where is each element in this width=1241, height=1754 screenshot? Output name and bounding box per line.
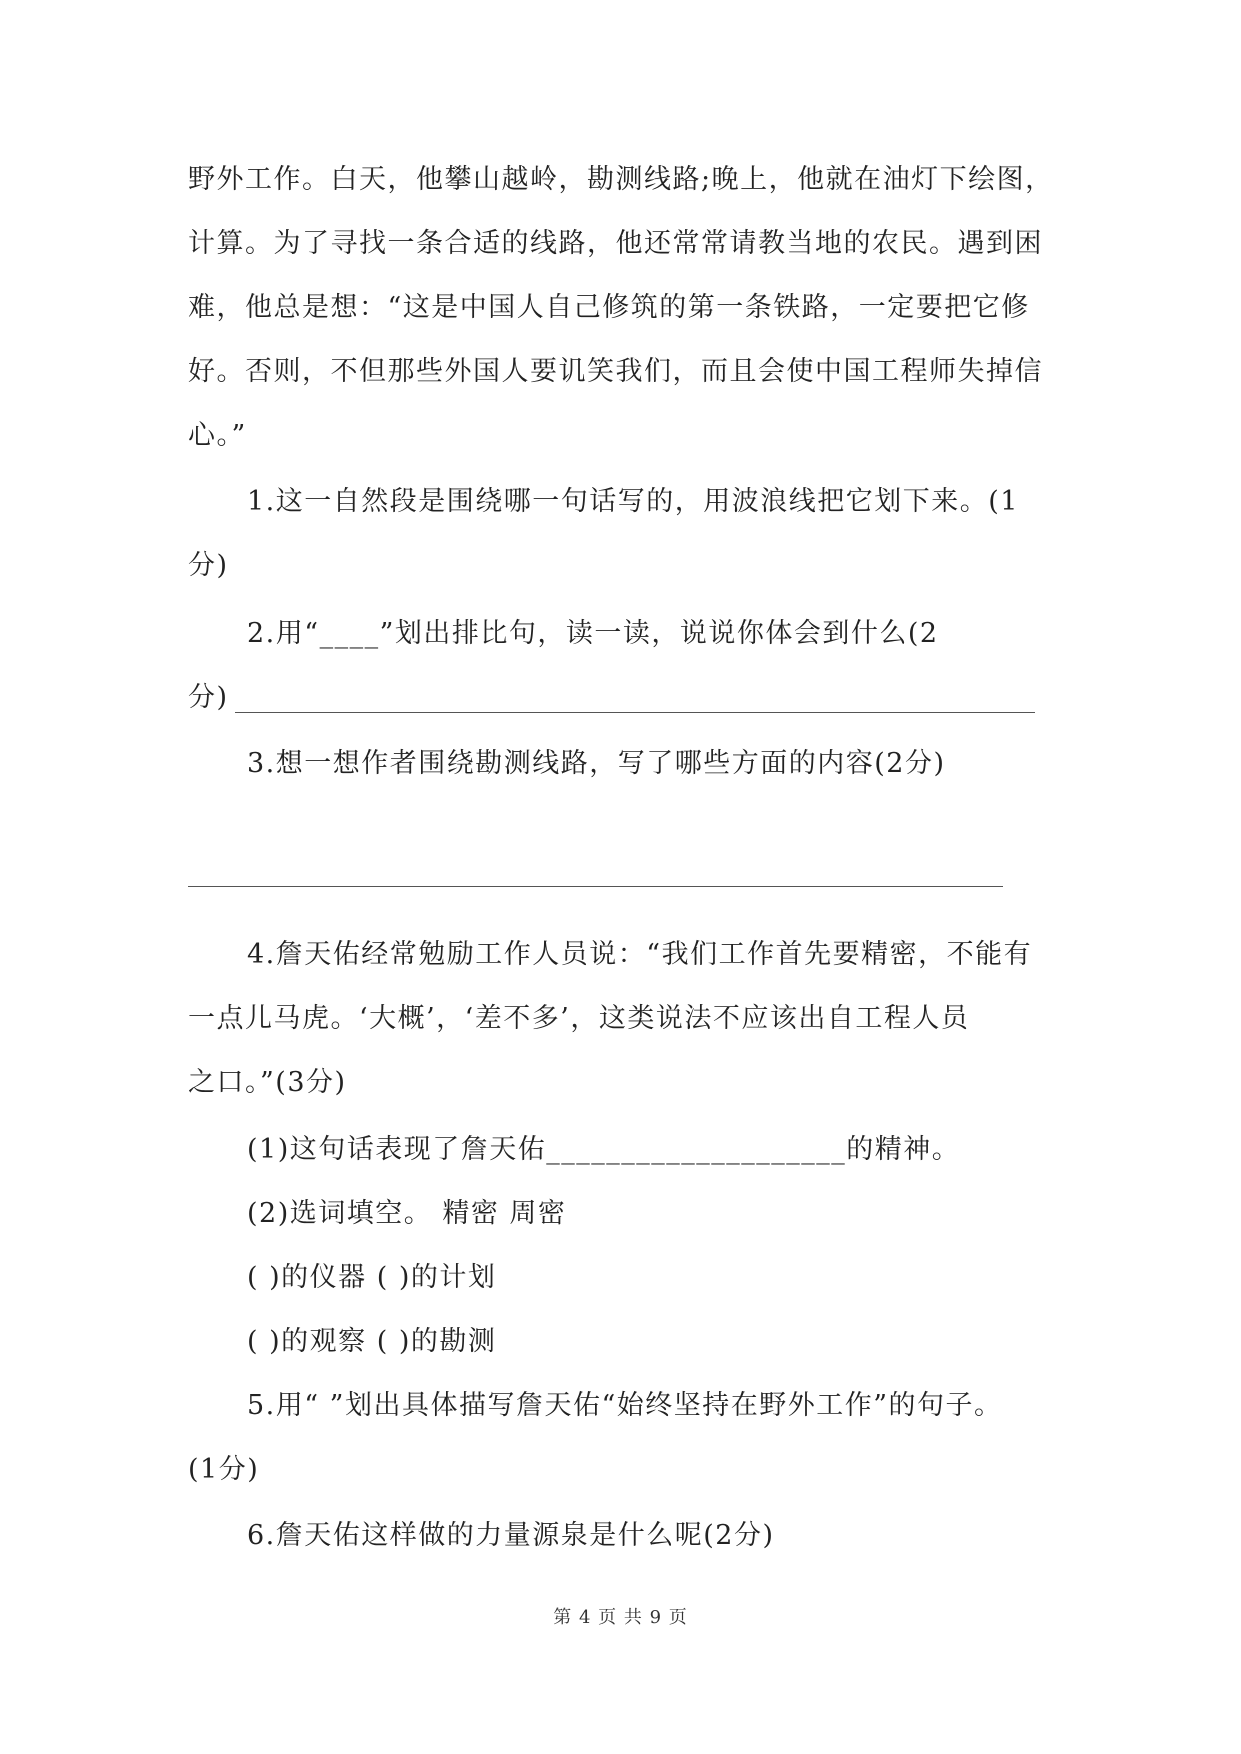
question-1-line-1: 1.这一自然段是围绕哪一句话写的，用波浪线把它划下来。(1 — [247, 486, 1019, 517]
passage-line-1: 野外工作。白天，他攀山越岭，勘测线路;晚上，他就在油灯下绘图， — [188, 164, 1054, 195]
question-3: 3.想一想作者围绕勘测线路，写了哪些方面的内容(2分) — [247, 748, 946, 779]
page-footer: 第 4 页 共 9 页 — [553, 1607, 688, 1628]
question-4-line-1: 4.詹天佑经常勉励工作人员说：“我们工作首先要精密，不能有 — [247, 939, 1033, 970]
question-4-line-2: 一点儿马虎。‘大概’，‘差不多’，这类说法不应该出自工程人员 — [188, 1003, 970, 1034]
passage-line-4: 好。否则，不但那些外国人要讥笑我们，而且会使中国工程师失掉信 — [188, 356, 1043, 387]
question-4-sub-2: (2)选词填空。 精密 周密 — [247, 1198, 567, 1229]
passage-line-2: 计算。为了寻找一条合适的线路，他还常常请教当地的农民。遇到困 — [188, 228, 1043, 259]
question-4-sub-1: (1)这句话表现了詹天佑____________________的精神。 — [247, 1134, 961, 1165]
answer-line-q3 — [188, 886, 1003, 887]
passage-line-5: 心。” — [188, 420, 247, 451]
question-2-line-1: 2.用“____”划出排比句，读一读，说说你体会到什么(2 — [247, 618, 939, 649]
question-6: 6.詹天佑这样做的力量源泉是什么呢(2分) — [247, 1520, 775, 1551]
question-4-sub-4: ( )的观察 ( )的勘测 — [247, 1326, 497, 1357]
question-5-line-1: 5.用“ ”划出具体描写詹天佑“始终坚持在野外工作”的句子。 — [247, 1390, 1003, 1421]
passage-line-3: 难，他总是想：“这是中国人自己修筑的第一条铁路，一定要把它修 — [188, 292, 1030, 323]
question-4-sub-3: ( )的仪器 ( )的计划 — [247, 1262, 497, 1293]
question-1-line-2: 分) — [188, 550, 229, 581]
question-5-line-2: (1分) — [188, 1454, 260, 1485]
answer-line-q2 — [235, 712, 1035, 713]
question-2-line-2: 分) — [188, 682, 229, 713]
question-4-line-3: 之口。”(3分) — [188, 1067, 347, 1098]
